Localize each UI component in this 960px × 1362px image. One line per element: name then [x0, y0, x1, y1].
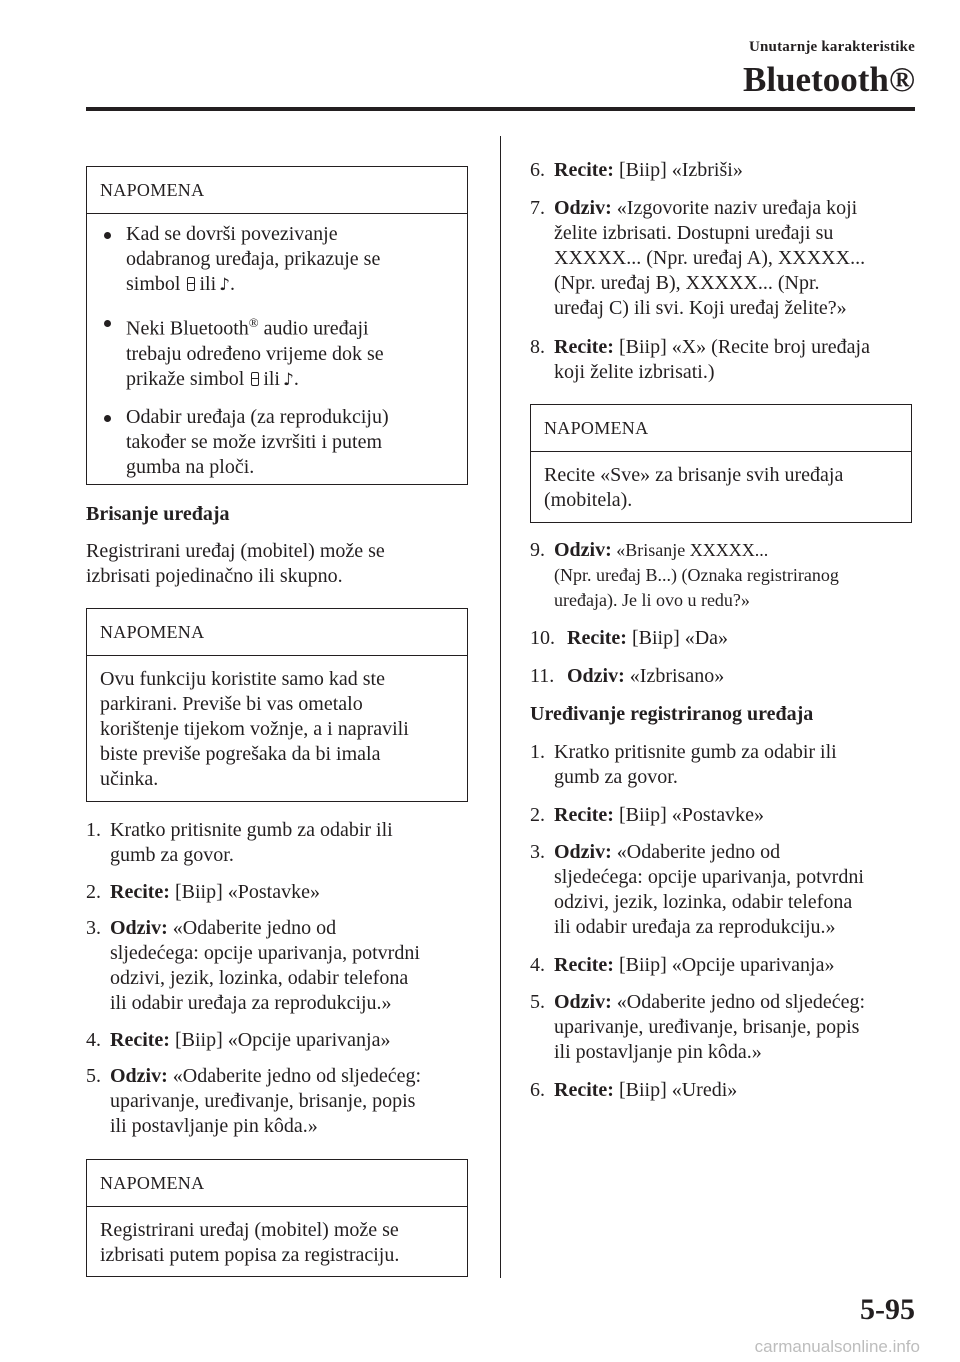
step-item: 4. Recite: [Biip] «Opcije uparivanja» — [530, 954, 835, 976]
bullet-icon — [104, 232, 111, 239]
note-heading: NAPOMENA — [531, 405, 911, 452]
note-heading: NAPOMENA — [87, 167, 467, 214]
note-bullet: Odabir uređaja (za reprodukciju) također se može izvršiti i putem gumba na ploči. — [100, 405, 454, 480]
step-item: 11. Odziv: «Izbrisano» — [530, 665, 725, 687]
music-note-icon: ♪ — [219, 275, 230, 295]
phone-icon — [251, 372, 259, 386]
section-heading-delete: Brisanje uređaja — [86, 503, 230, 525]
step-item: 6. Recite: [Biip] «Izbriši» — [530, 159, 743, 181]
step-item: 2. Recite: [Biip] «Postavke» — [530, 804, 764, 826]
note-box-connection — [86, 166, 468, 485]
note-bullet: Neki Bluetooth® audio uređaji trebaju određeno vrijeme dok se prikaže simbol ili ♪. — [100, 310, 454, 393]
page-title: Bluetooth® — [743, 60, 915, 99]
section-heading-edit: Uređivanje registriranog uređaja — [530, 703, 814, 725]
step-item: 5. Odziv: «Odaberite jedno od sljedećeg: uparivanje, uređivanje, brisanje, popis ili postavljanje pin kôda.» — [530, 991, 866, 1063]
step-item: 8. Recite: [Biip] «X» (Recite broj uređaja koji želite izbrisati.) — [530, 336, 870, 383]
paragraph: Registrirani uređaj (mobitel) može se izbrisati pojedinačno ili skupno. — [86, 540, 385, 587]
step-item: 6. Recite: [Biip] «Uredi» — [530, 1079, 738, 1101]
bullet-icon — [104, 415, 111, 422]
step-item: 1. Kratko pritisnite gumb za odabir ili gumb za govor. — [86, 819, 393, 866]
note-box-registration: NAPOMENA Registrirani uređaj (mobitel) može se izbrisati putem popisa za registraciju. — [86, 1159, 468, 1277]
section-label: Unutarnje karakteristike — [748, 39, 915, 55]
step-item: 3. Odziv: «Odaberite jedno od sljedećega: opcije uparivanja, potvrdni odzivi, jezik, lozinka, odabir telefona ili odabir uređaja za reprodukciju.» — [86, 917, 420, 1014]
bullet-icon — [104, 320, 111, 327]
note-heading: NAPOMENA — [87, 609, 467, 656]
step-item: 10. Recite: [Biip] «Da» — [530, 627, 729, 649]
note-bullet: Kad se dovrši povezivanje odabranog uređaja, prikazuje se simbol ili ♪. — [100, 222, 454, 298]
step-item: 5. Odziv: «Odaberite jedno od sljedećeg: uparivanje, uređivanje, brisanje, popis ili postavljanje pin kôda.» — [86, 1065, 422, 1137]
note-box-parked: NAPOMENA Ovu funkciju koristite samo kad ste parkirani. Previše bi vas ometalo korištenje tijekom vožnje, a i napravili biste previše pogrešaka da bi imala učinka. — [86, 608, 468, 802]
note-box-delete-all: NAPOMENA Recite «Sve» za brisanje svih uređaja (mobitela). — [530, 404, 912, 523]
column-divider — [500, 136, 501, 1278]
watermark: carmanualsonline.info — [754, 1337, 920, 1356]
step-item: 1. Kratko pritisnite gumb za odabir ili gumb za govor. — [530, 741, 837, 788]
header-divider — [86, 107, 915, 111]
step-item: 3. Odziv: «Odaberite jedno od sljedećega: opcije uparivanja, potvrdni odzivi, jezik, lozinka, odabir telefona ili odabir uređaja za reprodukciju.» — [530, 841, 864, 938]
note-heading: NAPOMENA — [87, 1160, 467, 1207]
phone-icon — [187, 277, 195, 291]
music-note-icon: ♪ — [282, 369, 294, 390]
step-item: 9. Odziv: «Brisanje XXXXX... (Npr. uređaj B...) (Oznaka registriranog uređaja). Je li ovo u redu?» — [530, 539, 839, 610]
step-item: 7. Odziv: «Izgovorite naziv uređaja koji želite izbrisati. Dostupni uređaji su XXXXX... (Npr. uređaj A), XXXXX... (Npr. uređaj B), XXXXX... (Npr. uređaj C) ili svi. Koji uređaj želite?» — [530, 197, 866, 319]
step-item: 4. Recite: [Biip] «Opcije uparivanja» — [86, 1029, 391, 1051]
step-item: 2. Recite: [Biip] «Postavke» — [86, 881, 320, 903]
page-number: 5-95 — [860, 1293, 915, 1326]
